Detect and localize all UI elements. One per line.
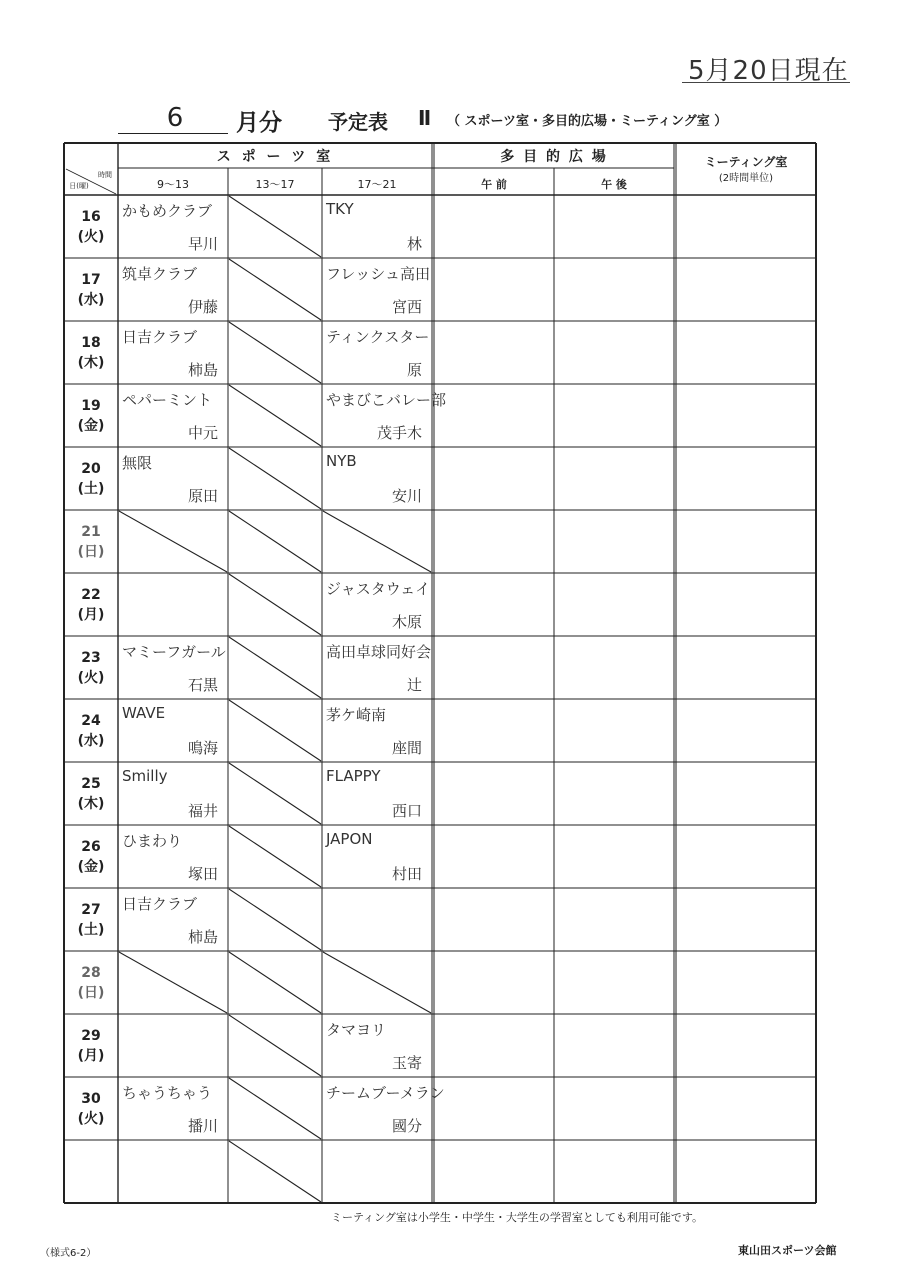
day-label [64, 963, 118, 1003]
day-weekday: (土) [77, 922, 105, 938]
day-label [64, 333, 118, 373]
footer-note: ミーティング室は小学生・中学生・大学生の学習室としても利用可能です。 [331, 1211, 704, 1224]
unavailable-slot-slash [229, 574, 321, 635]
day-weekday: (日) [77, 985, 105, 1001]
day-label [64, 396, 118, 436]
day-weekday: (木) [77, 796, 105, 812]
day-weekday: (水) [77, 733, 105, 749]
booking-contact: 早川 [187, 235, 218, 253]
booking-team: Smilly [122, 767, 168, 785]
booking-contact: 伊藤 [187, 298, 218, 316]
booking-team: NYB [326, 452, 357, 470]
booking-contact: 茂手木 [376, 424, 422, 442]
day-weekday: (木) [77, 355, 105, 371]
sports-room-header: ス ポ ー ツ 室 [216, 149, 334, 165]
unavailable-slot-slash [229, 385, 321, 446]
booking-team: マミーフガール [122, 643, 226, 661]
booking-contact: 中元 [187, 424, 218, 442]
day-weekday: (金) [77, 418, 105, 434]
booking-contact: 安川 [391, 487, 422, 505]
booking-contact: 石黒 [187, 676, 218, 694]
booking-team: フレッシュ高田 [326, 265, 430, 283]
venue-name: 東山田スポーツ会館 [738, 1244, 837, 1257]
booking-team: FLAPPY [326, 767, 381, 785]
page-title: 予定表 [328, 110, 388, 134]
day-number: 28 [81, 965, 101, 981]
day-label [64, 522, 118, 562]
unavailable-slot-slash [323, 952, 431, 1013]
day-weekday: (日) [77, 544, 105, 560]
booking-team: 茅ケ崎南 [326, 706, 387, 724]
booking-contact: 原田 [187, 487, 218, 505]
booking-contact: 座間 [391, 739, 422, 757]
booking-team: 日吉クラブ [122, 328, 198, 346]
day-number: 26 [81, 839, 101, 855]
unavailable-slot-slash [229, 448, 321, 509]
meeting-room-header: ミーティング室 [704, 155, 788, 169]
month-number: 6 [166, 103, 184, 133]
day-label [64, 648, 118, 688]
day-label [64, 900, 118, 940]
day-number: 18 [81, 335, 101, 351]
booking-team: ペパーミント [122, 391, 213, 409]
booking-contact: 林 [406, 235, 422, 253]
day-weekday: (火) [77, 229, 105, 245]
unavailable-slot-slash [229, 637, 321, 698]
day-number: 27 [81, 902, 101, 918]
day-number: 24 [81, 713, 101, 729]
booking-team: 高田卓球同好会 [326, 643, 432, 661]
unavailable-slot-slash [229, 889, 321, 950]
day-number: 23 [81, 650, 101, 666]
day-label [64, 270, 118, 310]
booking-contact: 柿島 [187, 928, 218, 946]
unavailable-slot-slash [229, 196, 321, 257]
plaza-header-am: 午 前 [481, 178, 507, 191]
day-number: 25 [81, 776, 101, 792]
booking-contact: 宮西 [391, 298, 422, 316]
unavailable-slot-slash [229, 952, 321, 1013]
day-number: 29 [81, 1028, 101, 1044]
day-weekday: (月) [77, 607, 105, 623]
booking-contact: 福井 [187, 802, 218, 820]
unavailable-slot-slash [323, 511, 431, 572]
day-number: 30 [81, 1091, 101, 1107]
booking-team: かもめクラブ [122, 202, 213, 220]
booking-team: WAVE [122, 704, 166, 722]
unavailable-slot-slash [119, 511, 227, 572]
unavailable-slot-slash [229, 1141, 321, 1202]
month-label: 月分 [236, 110, 282, 136]
unavailable-slot-slash [229, 700, 321, 761]
unavailable-slot-slash [229, 763, 321, 824]
date-stamp: 5月20日現在 [688, 56, 849, 86]
corner-time-label: 時間 [98, 171, 112, 179]
booking-contact: 柿島 [187, 361, 218, 379]
unavailable-slot-slash [229, 322, 321, 383]
day-weekday: (月) [77, 1048, 105, 1064]
slot-header-morning: 9〜13 [157, 178, 189, 191]
page-subtitle: （ スポーツ室・多目的広場・ミーティング室 ） [447, 114, 728, 129]
booking-contact: 玉寄 [391, 1054, 422, 1072]
booking-team: やまびこバレー部 [326, 391, 447, 409]
booking-contact: 原 [406, 361, 422, 379]
booking-team: ちゃうちゃう [122, 1084, 213, 1102]
booking-team: ジャスタウェイ [326, 580, 431, 598]
day-number: 20 [81, 461, 101, 477]
unavailable-slot-slash [229, 826, 321, 887]
slot-header-afternoon: 13〜17 [255, 178, 295, 191]
day-label [64, 774, 118, 814]
booking-team: TKY [326, 200, 354, 218]
booking-contact: 辻 [406, 676, 422, 694]
booking-contact: 鳴海 [187, 739, 218, 757]
unavailable-slot-slash [229, 259, 321, 320]
booking-contact: 木原 [391, 613, 422, 631]
unavailable-slot-slash [229, 1078, 321, 1139]
form-number: （様式6-2） [40, 1248, 97, 1259]
booking-contact: 播川 [187, 1117, 218, 1135]
booking-team: 筑卓クラブ [122, 265, 198, 283]
booking-team: JAPON [326, 830, 373, 848]
day-number: 19 [81, 398, 101, 414]
day-label [64, 711, 118, 751]
plaza-header-pm: 午 後 [601, 178, 627, 191]
booking-team: チームブーメラン [326, 1084, 445, 1102]
day-label [64, 585, 118, 625]
day-label [64, 1026, 118, 1066]
unavailable-slot-slash [229, 511, 321, 572]
booking-team: 無限 [122, 454, 153, 472]
unavailable-slot-slash [229, 1015, 321, 1076]
day-number: 22 [81, 587, 101, 603]
booking-team: ひまわり [122, 832, 183, 850]
unavailable-slot-slash [119, 952, 227, 1013]
booking-team: ティンクスター [326, 328, 430, 346]
booking-contact: 村田 [391, 865, 422, 883]
day-weekday: (火) [77, 1111, 105, 1127]
day-weekday: (土) [77, 481, 105, 497]
title-number: Ⅱ [418, 106, 432, 130]
day-weekday: (水) [77, 292, 105, 308]
booking-contact: 塚田 [187, 865, 218, 883]
day-label [64, 459, 118, 499]
day-number: 17 [81, 272, 101, 288]
multipurpose-header: 多 目 的 広 場 [500, 149, 608, 165]
day-number: 16 [81, 209, 101, 225]
day-label [64, 837, 118, 877]
day-label [64, 207, 118, 247]
booking-contact: 國分 [391, 1117, 422, 1135]
booking-team: 日吉クラブ [122, 895, 198, 913]
day-number: 21 [81, 524, 101, 540]
day-weekday: (火) [77, 670, 105, 686]
slot-header-evening: 17〜21 [357, 178, 397, 191]
booking-team: タマヨリ [326, 1021, 387, 1039]
day-weekday: (金) [77, 859, 105, 875]
booking-contact: 西口 [391, 802, 422, 820]
day-label [64, 1089, 118, 1129]
corner-day-label: 日(曜) [69, 182, 89, 190]
meeting-unit-note: (2時間単位) [718, 173, 774, 184]
